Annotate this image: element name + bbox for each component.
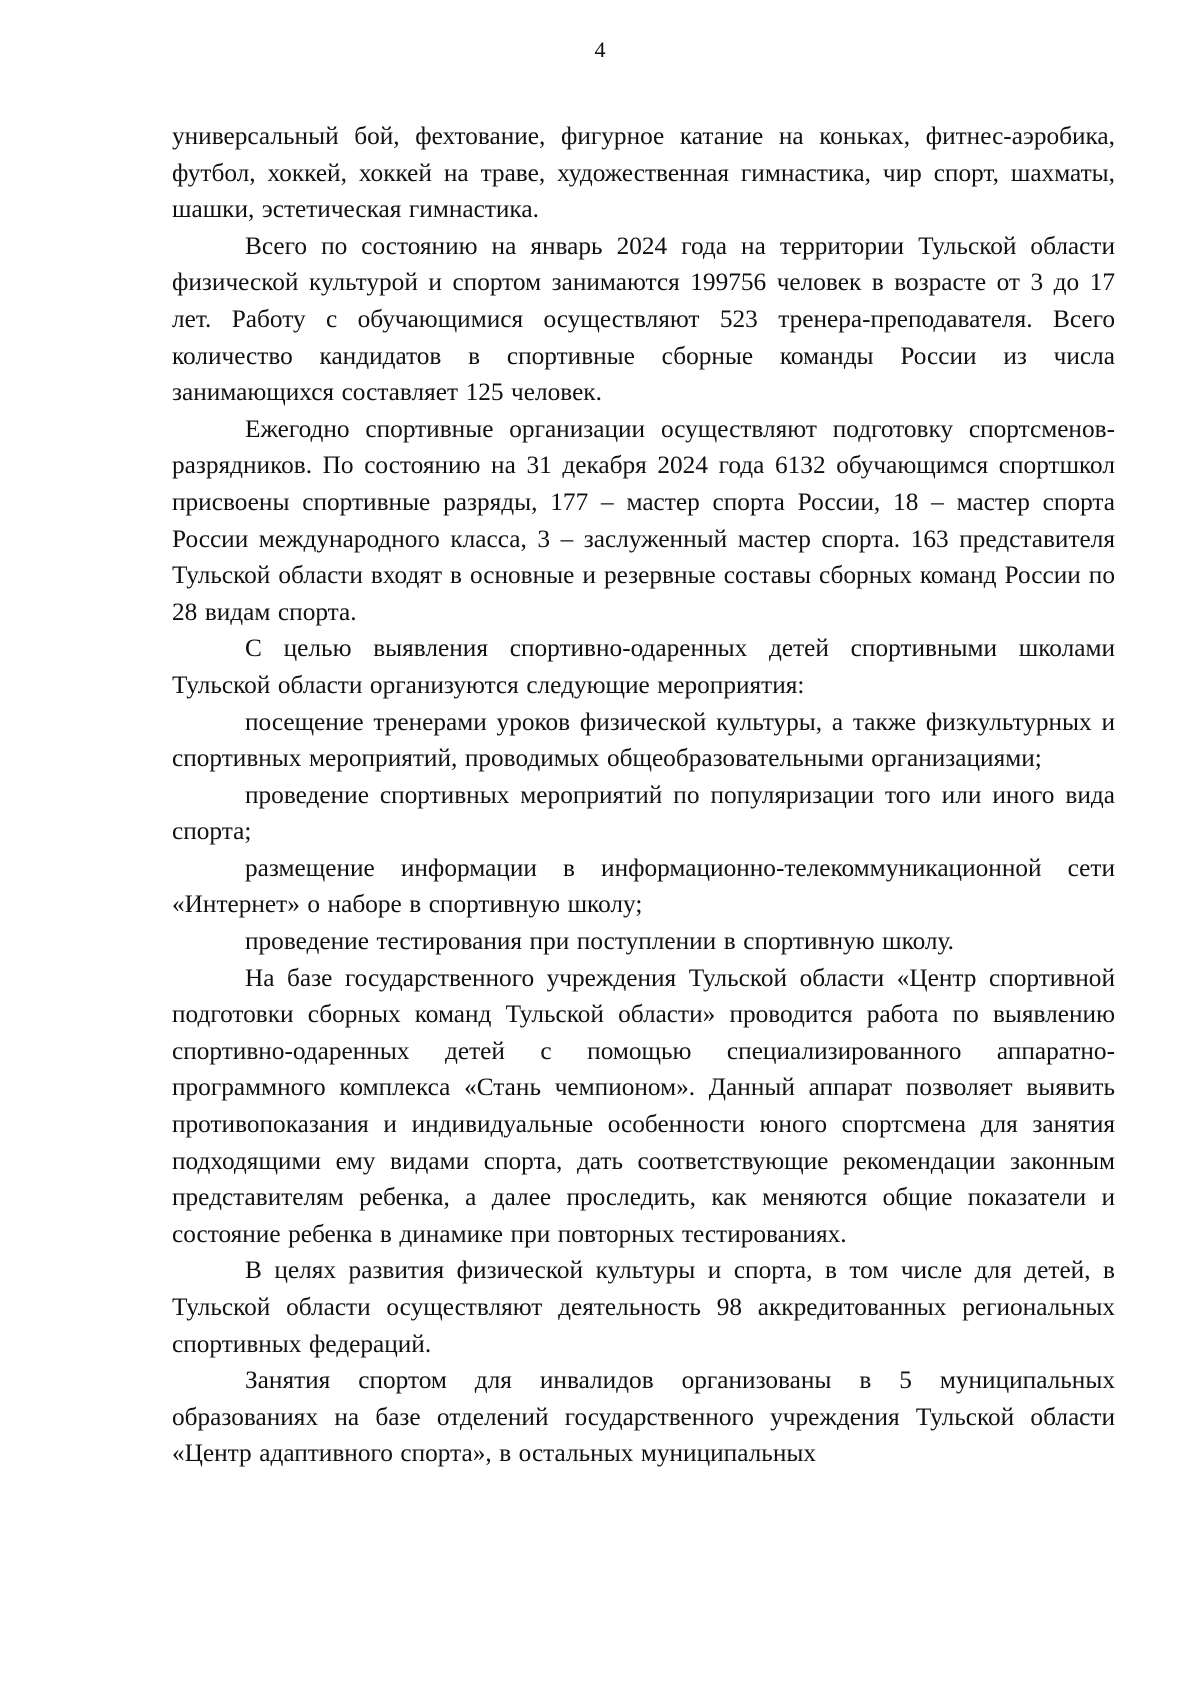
paragraph-sports-federations: В целях развития физической культуры и спорта, в том числе для детей, в Тульской области осуществляют деятельность 98 аккредитованных региональных спортивных федераций. xyxy=(172,1256,1115,1358)
list-item-popularization-events: проведение спортивных мероприятий по популяризации того или иного вида спорта; xyxy=(172,780,1115,846)
paragraph-athlete-ranks: Ежегодно спортивные организации осуществляют подготовку спортсменов-разрядников. По состоянию на 31 декабря 2024 года 6132 обучающимся спортшкол присвоены спортивные разряды, 177 – мастер спорта России, 18 – мастер спорта России международного класса, 3 – заслуженный мастер спорта. 163 представителя Тульской области входят в основные и резервные составы сборных команд России по 28 видам спорта. xyxy=(172,414,1115,626)
paragraph-adaptive-sports: Занятия спортом для инвалидов организованы в 5 муниципальных образованиях на базе отделений государственного учреждения Тульской области «Центр адаптивного спорта», в остальных муниципальных xyxy=(172,1366,1115,1468)
list-item-admission-testing: проведение тестирования при поступлении в спортивную школу. xyxy=(245,927,954,956)
list-item-coach-visits: посещение тренерами уроков физической культуры, а также физкультурных и спортивных мероприятий, проводимых общеобразовательными организациями; xyxy=(172,707,1115,773)
paragraph-training-center: На базе государственного учреждения Тульской области «Центр спортивной подготовки сборных команд Тульской области» проводится работа по выявлению спортивно-одаренных детей с помощью специализированного аппаратно-программного комплекса «Стань чемпионом». Данный аппарат позволяет выявить противопоказания и индивидуальные особенности юного спортсмена для занятия подходящими ему видами спорта, дать соответствующие рекомендации законным представителям ребенка, а далее проследить, как меняются общие показатели и состояние ребенка в динамике при повторных тестированиях. xyxy=(172,963,1115,1248)
paragraph-participants-statistics: Всего по состоянию на январь 2024 года на территории Тульской области физической культурой и спортом занимаются 199756 человек в возрасте от 3 до 17 лет. Работу с обучающимися осуществляют 523 тренера-преподавателя. Всего количество кандидатов в спортивные сборные команды России из числа занимающихся составляет 125 человек. xyxy=(172,231,1115,407)
document-body xyxy=(172,118,1115,1472)
list-item-internet-information: размещение информации в информационно-телекоммуникационной сети «Интернет» о наборе в спортивную школу; xyxy=(172,853,1115,919)
paragraph-sports-list-continuation: универсальный бой, фехтование, фигурное катание на коньках, фитнес-аэробика, футбол, хоккей, хоккей на траве, художественная гимнастика, чир спорт, шахматы, шашки, эстетическая гимнастика. xyxy=(172,122,1115,224)
paragraph-gifted-children-intro: С целью выявления спортивно-одаренных детей спортивными школами Тульской области организуются следующие мероприятия: xyxy=(172,634,1115,699)
page-number: 4 xyxy=(594,37,606,62)
